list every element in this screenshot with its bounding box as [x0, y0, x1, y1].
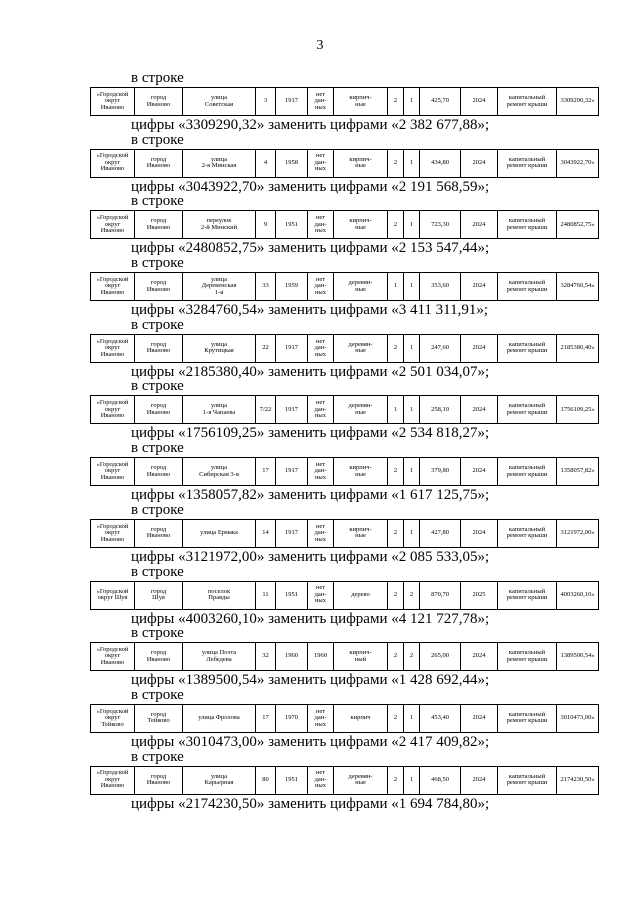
- cell-work-type: капитальный ремонт крыши: [498, 458, 557, 486]
- cell-municipality: «Городской округ Шуя: [91, 581, 135, 609]
- cell-cost: 1389500,54»: [557, 643, 599, 671]
- cell-entrances: 1: [404, 704, 420, 732]
- cell-municipality: «Городской округ Тейково: [91, 704, 135, 732]
- table-row: [90, 519, 599, 548]
- cell-wall-material: кирпич- ный: [334, 643, 388, 671]
- amendment-block: [0, 564, 640, 626]
- amendment-block: [0, 440, 640, 502]
- cell-house-number: 4: [256, 149, 276, 177]
- cell-year-planned: 2024: [461, 211, 498, 239]
- cell-year-overhaul: нет дан- ных: [308, 766, 334, 794]
- cell-house-number: 22: [256, 334, 276, 362]
- table-row: [90, 642, 599, 671]
- cell-wall-material: деревян- ные: [334, 766, 388, 794]
- cell-municipality: «Городской округ Иваново: [91, 458, 135, 486]
- cell-year-planned: 2024: [461, 334, 498, 362]
- in-row-label: в строке: [131, 316, 184, 333]
- cell-work-type: капитальный ремонт крыши: [498, 273, 557, 301]
- cell-street: улица Карьерная: [183, 766, 256, 794]
- cell-entrances: 1: [404, 88, 420, 116]
- cell-year-overhaul: нет дан- ных: [308, 273, 334, 301]
- cell-year-overhaul: нет дан- ных: [308, 396, 334, 424]
- cell-street: поселок Правды: [183, 581, 256, 609]
- cell-floors: 2: [388, 519, 404, 547]
- table-row: [90, 334, 599, 363]
- cell-house-number: 80: [256, 766, 276, 794]
- cell-floors: 2: [388, 581, 404, 609]
- cell-floors: 2: [388, 643, 404, 671]
- cell-municipality: «Городской округ Иваново: [91, 149, 135, 177]
- cell-year-planned: 2024: [461, 149, 498, 177]
- amendment-block: [0, 502, 640, 564]
- cell-work-type: капитальный ремонт крыши: [498, 581, 557, 609]
- cell-floors: 2: [388, 211, 404, 239]
- cell-area: 453,40: [420, 704, 461, 732]
- cell-wall-material: деревян- ные: [334, 396, 388, 424]
- cell-wall-material: кирпич: [334, 704, 388, 732]
- cell-settlement: город Тейково: [135, 704, 183, 732]
- replace-line: цифры «3284760,54» заменить цифрами «3 411 311,91»;: [131, 302, 489, 319]
- cell-street: улица Деревенская 1-я: [183, 273, 256, 301]
- cell-floors: 2: [388, 458, 404, 486]
- cell-street: улица Поэта Лебедева: [183, 643, 256, 671]
- cell-settlement: город Иваново: [135, 643, 183, 671]
- cell-year-overhaul: нет дан- ных: [308, 458, 334, 486]
- cell-wall-material: кирпич- ные: [334, 149, 388, 177]
- cell-year-planned: 2024: [461, 458, 498, 486]
- cell-year-planned: 2024: [461, 273, 498, 301]
- cell-year-built: 1958: [276, 149, 308, 177]
- amendment-block: [0, 625, 640, 687]
- cell-year-planned: 2024: [461, 766, 498, 794]
- cell-area: 870,70: [420, 581, 461, 609]
- cell-entrances: 2: [404, 643, 420, 671]
- cell-settlement: город Иваново: [135, 519, 183, 547]
- cell-cost: 3043922,70»: [557, 149, 599, 177]
- replace-line: цифры «1358057,82» заменить цифрами «1 617 125,75»;: [131, 487, 490, 504]
- cell-street: улица Сибирская 3-я: [183, 458, 256, 486]
- in-row-label: в строке: [131, 70, 184, 86]
- cell-year-built: 1951: [276, 581, 308, 609]
- cell-area: 723,30: [420, 211, 461, 239]
- cell-work-type: капитальный ремонт крыши: [498, 334, 557, 362]
- cell-work-type: капитальный ремонт крыши: [498, 643, 557, 671]
- cell-street: улица Крутицкая: [183, 334, 256, 362]
- cell-year-overhaul: нет дан- ных: [308, 88, 334, 116]
- in-row-label: в строке: [131, 563, 184, 580]
- cell-house-number: 17: [256, 458, 276, 486]
- cell-house-number: 14: [256, 519, 276, 547]
- cell-year-built: 1970: [276, 704, 308, 732]
- cell-municipality: «Городской округ Иваново: [91, 396, 135, 424]
- in-row-label: в строке: [131, 440, 184, 457]
- cell-floors: 1: [388, 273, 404, 301]
- in-row-label: в строке: [131, 748, 184, 765]
- cell-work-type: капитальный ремонт крыши: [498, 149, 557, 177]
- cell-settlement: город Иваново: [135, 211, 183, 239]
- cell-house-number: 3: [256, 88, 276, 116]
- cell-house-number: 9: [256, 211, 276, 239]
- cell-wall-material: кирпич- ные: [334, 519, 388, 547]
- cell-year-built: 1917: [276, 458, 308, 486]
- cell-work-type: капитальный ремонт крыши: [498, 88, 557, 116]
- replace-line: цифры «1756109,25» заменить цифрами «2 534 818,27»;: [131, 425, 490, 442]
- cell-work-type: капитальный ремонт крыши: [498, 396, 557, 424]
- cell-entrances: 1: [404, 458, 420, 486]
- replace-line: цифры «3309290,32» заменить цифрами «2 382 677,88»;: [131, 117, 490, 133]
- cell-year-planned: 2024: [461, 643, 498, 671]
- cell-wall-material: кирпич- ные: [334, 211, 388, 239]
- cell-year-built: 1917: [276, 334, 308, 362]
- amendment-block: [0, 255, 640, 317]
- cell-street: переулок 2-й Минский: [183, 211, 256, 239]
- cell-entrances: 1: [404, 149, 420, 177]
- cell-year-planned: 2024: [461, 519, 498, 547]
- cell-year-planned: 2025: [461, 581, 498, 609]
- cell-house-number: 11: [256, 581, 276, 609]
- cell-work-type: капитальный ремонт крыши: [498, 704, 557, 732]
- replace-line: цифры «3010473,00» заменить цифрами «2 417 409,82»;: [131, 733, 490, 750]
- in-row-label: в строке: [131, 625, 184, 642]
- cell-entrances: 2: [404, 581, 420, 609]
- cell-settlement: город Иваново: [135, 458, 183, 486]
- cell-floors: 2: [388, 766, 404, 794]
- amendment-block: [0, 687, 640, 749]
- cell-work-type: капитальный ремонт крыши: [498, 519, 557, 547]
- cell-house-number: 32: [256, 643, 276, 671]
- cell-settlement: город Иваново: [135, 334, 183, 362]
- amendment-block: [0, 749, 640, 811]
- cell-municipality: «Городской округ Иваново: [91, 643, 135, 671]
- replace-line: цифры «2174230,50» заменить цифрами «1 694 784,80»;: [131, 795, 490, 812]
- cell-street: улица Фролова: [183, 704, 256, 732]
- cell-street: улица 1-я Чапаева: [183, 396, 256, 424]
- cell-year-planned: 2024: [461, 88, 498, 116]
- cell-settlement: город Иваново: [135, 766, 183, 794]
- cell-cost: 3121972,00»: [557, 519, 599, 547]
- cell-entrances: 1: [404, 766, 420, 794]
- table-row: [90, 581, 599, 610]
- in-row-label: в строке: [131, 131, 184, 148]
- cell-municipality: «Городской округ Иваново: [91, 334, 135, 362]
- cell-year-overhaul: нет дан- ных: [308, 704, 334, 732]
- in-row-label: в строке: [131, 501, 184, 518]
- cell-area: 258,10: [420, 396, 461, 424]
- in-row-label: в строке: [131, 193, 184, 210]
- cell-wall-material: кирпич- ные: [334, 88, 388, 116]
- table-row: [90, 766, 599, 795]
- cell-entrances: 1: [404, 519, 420, 547]
- in-row-label: в строке: [131, 255, 184, 272]
- cell-year-built: 1951: [276, 211, 308, 239]
- cell-house-number: 33: [256, 273, 276, 301]
- cell-year-overhaul: нет дан- ных: [308, 519, 334, 547]
- cell-entrances: 1: [404, 396, 420, 424]
- cell-year-overhaul: нет дан- ных: [308, 149, 334, 177]
- cell-street: улица 2-я Минская: [183, 149, 256, 177]
- cell-area: 379,80: [420, 458, 461, 486]
- cell-year-overhaul: нет дан- ных: [308, 211, 334, 239]
- cell-cost: 3284760,54»: [557, 273, 599, 301]
- cell-year-built: 1917: [276, 396, 308, 424]
- cell-wall-material: деревян- ные: [334, 334, 388, 362]
- cell-work-type: капитальный ремонт крыши: [498, 766, 557, 794]
- replace-line: цифры «3043922,70» заменить цифрами «2 191 568,59»;: [131, 178, 490, 195]
- cell-municipality: «Городской округ Иваново: [91, 273, 135, 301]
- cell-year-built: 1959: [276, 273, 308, 301]
- cell-floors: 2: [388, 334, 404, 362]
- cell-street: улица Ермака: [183, 519, 256, 547]
- cell-area: 353,60: [420, 273, 461, 301]
- table-row: [90, 704, 599, 733]
- cell-cost: 2174230,50»: [557, 766, 599, 794]
- cell-municipality: «Городской округ Иваново: [91, 519, 135, 547]
- table-row: [90, 149, 599, 178]
- cell-cost: 1756109,25»: [557, 396, 599, 424]
- cell-area: 434,80: [420, 149, 461, 177]
- cell-municipality: «Городской округ Иваново: [91, 211, 135, 239]
- cell-settlement: город Иваново: [135, 273, 183, 301]
- cell-cost: 2480852,75»: [557, 211, 599, 239]
- cell-settlement: город Шуя: [135, 581, 183, 609]
- amendment-block: [0, 132, 640, 194]
- replace-line: цифры «2480852,75» заменить цифрами «2 153 547,44»;: [131, 240, 490, 257]
- cell-cost: 4003260,10»: [557, 581, 599, 609]
- cell-area: 265,00: [420, 643, 461, 671]
- table-row: [90, 272, 599, 301]
- cell-area: 427,80: [420, 519, 461, 547]
- replace-line: цифры «4003260,10» заменить цифрами «4 121 727,78»;: [131, 610, 490, 627]
- in-row-label: в строке: [131, 378, 184, 395]
- amendment-block: [0, 378, 640, 440]
- cell-cost: 2185380,40»: [557, 334, 599, 362]
- cell-year-built: 1951: [276, 766, 308, 794]
- cell-house-number: 17: [256, 704, 276, 732]
- cell-street: улица Советская: [183, 88, 256, 116]
- cell-cost: 1358057,82»: [557, 458, 599, 486]
- cell-floors: 1: [388, 396, 404, 424]
- cell-year-built: 1917: [276, 519, 308, 547]
- cell-settlement: город Иваново: [135, 88, 183, 116]
- replace-line: цифры «2185380,40» заменить цифрами «2 501 034,07»;: [131, 363, 490, 380]
- cell-floors: 2: [388, 704, 404, 732]
- replace-line: цифры «1389500,54» заменить цифрами «1 428 692,44»;: [131, 672, 490, 689]
- table-row: [90, 87, 599, 116]
- cell-area: 247,60: [420, 334, 461, 362]
- cell-year-overhaul: нет дан- ных: [308, 334, 334, 362]
- cell-entrances: 1: [404, 211, 420, 239]
- table-row: [90, 395, 599, 424]
- table-row: [90, 210, 599, 239]
- cell-year-built: 1917: [276, 88, 308, 116]
- amendment-list: [0, 70, 640, 810]
- cell-wall-material: кирпич- ные: [334, 458, 388, 486]
- replace-line: цифры «3121972,00» заменить цифрами «2 085 533,05»;: [131, 548, 490, 565]
- cell-entrances: 1: [404, 273, 420, 301]
- cell-year-planned: 2024: [461, 704, 498, 732]
- amendment-block: [0, 70, 640, 132]
- cell-floors: 2: [388, 88, 404, 116]
- cell-settlement: город Иваново: [135, 396, 183, 424]
- amendment-block: [0, 317, 640, 379]
- cell-area: 468,50: [420, 766, 461, 794]
- cell-work-type: капитальный ремонт крыши: [498, 211, 557, 239]
- cell-municipality: «Городской округ Иваново: [91, 766, 135, 794]
- cell-cost: 3309290,32»: [557, 88, 599, 116]
- cell-house-number: 7/22: [256, 396, 276, 424]
- cell-floors: 2: [388, 149, 404, 177]
- cell-settlement: город Иваново: [135, 149, 183, 177]
- page-number: 3: [316, 38, 324, 53]
- table-row: [90, 457, 599, 486]
- in-row-label: в строке: [131, 686, 184, 703]
- amendment-block: [0, 193, 640, 255]
- cell-year-built: 1960: [276, 643, 308, 671]
- cell-year-planned: 2024: [461, 396, 498, 424]
- cell-cost: 3010473,00»: [557, 704, 599, 732]
- cell-entrances: 1: [404, 334, 420, 362]
- cell-wall-material: деревян- ные: [334, 273, 388, 301]
- cell-area: 425,70: [420, 88, 461, 116]
- cell-year-overhaul: 1960: [308, 643, 334, 671]
- cell-year-overhaul: нет дан- ных: [308, 581, 334, 609]
- cell-wall-material: дерево: [334, 581, 388, 609]
- cell-municipality: «Городской округ Иваново: [91, 88, 135, 116]
